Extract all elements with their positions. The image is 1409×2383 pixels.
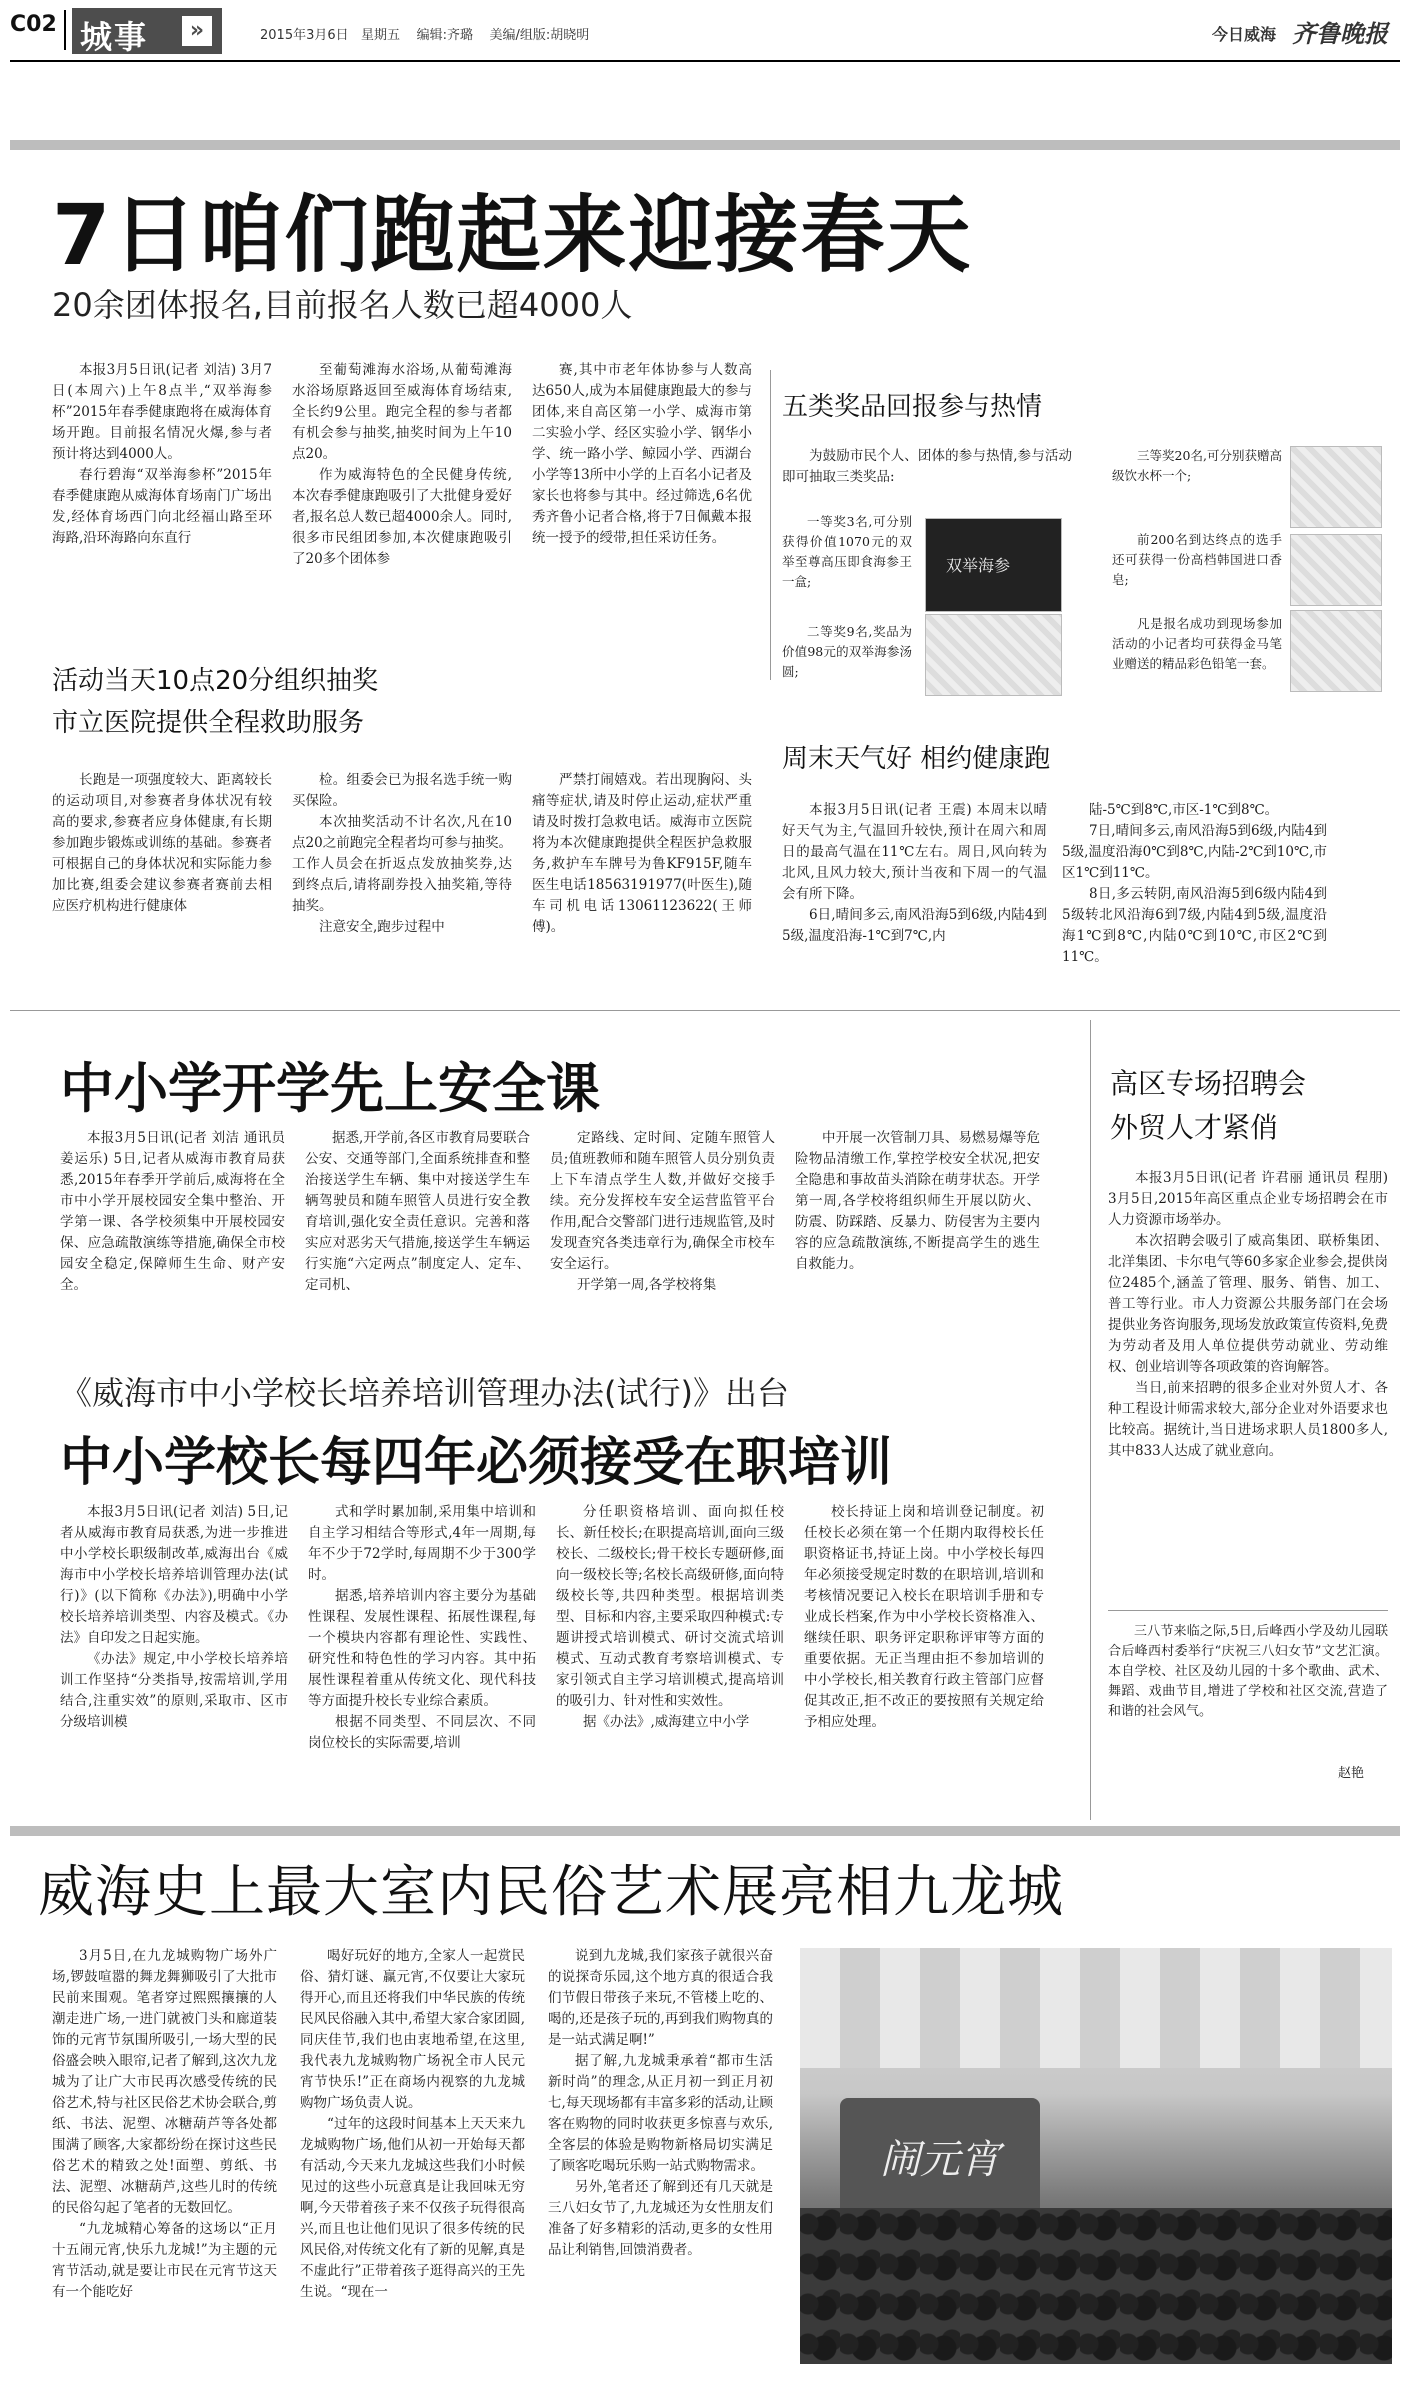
- prize-intro: 为鼓励市民个人、团体的参与热情,参与活动即可抽取三类奖品:: [782, 448, 1072, 485]
- paragraph: 春行碧海“双举海参杯”2015年春季健康跑从威海体育场南门广场出发,经体育场西门向北经福山路至环海路,沿环海路向东直行: [52, 467, 272, 546]
- prize-title: 五类奖品回报参与热情: [782, 392, 1043, 422]
- jobs-body: [1108, 1168, 1393, 1462]
- header-divider: [64, 10, 66, 50]
- prize-box-divider: [770, 370, 771, 680]
- prize-kids: 凡是报名成功到现场参加活动的小记者均可获得金马笔业赠送的精品彩色铅笔一套。: [1112, 616, 1282, 671]
- article1-subhead-lottery: 活动当天10点20分组织抽奖: [52, 666, 379, 696]
- article1-col2: [292, 360, 512, 570]
- header-gray-band: [10, 140, 1400, 150]
- paragraph: 分任职资格培训、面向拟任校长、新任校长;在职提高培训,面向三级校长、二级校长;骨干校长专题研修,面向一级校长等;名校长高级研修,面向特级校长等,共四种类型。根据培训类型、目标和内容,主要采取四种模式:专题讲授式培训模式、研讨交流式培训模式、互动式教育考察培训模式、专家引领式自主学习培训模式,提高培训的吸引力、针对性和实效性。: [556, 1504, 784, 1709]
- prize-second: 二等奖9名,奖品为价值98元的双举海参汤圆;: [782, 624, 912, 679]
- article2-headline: 中小学开学先上安全课: [60, 1057, 600, 1120]
- paragraph: 7日,晴间多云,南风沿海5到6级,内陆4到5级,温度沿海0℃到8℃,内陆-2℃到10℃,市区1℃到11℃。: [1062, 823, 1327, 881]
- edition-name: 今日威海: [1212, 25, 1277, 44]
- prize-second-image: [925, 614, 1062, 696]
- article4-col3: [548, 1946, 773, 2261]
- article4-col1: [52, 1946, 277, 2303]
- article3-kicker: 《威海市中小学校长培养培训管理办法(试行)》出台: [60, 1374, 789, 1412]
- article3-col4: 校长持证上岗和培训登记制度。初任校长必须在第一个任期内取得校长任职资格证书,持证上岗。中小学校长每四年必须接受规定时数的在职培训,培训和考核情况要记入校长在职培训手册和专业成长档案,作为中小学校长资格准入、继续任职、职务评定职称评审等方面的重要依据。无正当理由拒不参加培训的中小学校长,相关教育行政主管部门应督促其改正,拒不改正的要按照有关规定给予相应处理。: [804, 1504, 1044, 1730]
- prize-first: 一等奖3名,可分别获得价值1070元的双举至尊高压即食海参王一盒;: [782, 514, 912, 589]
- paragraph: 6日,晴间多云,南风沿海5到6级,内陆4到5级,温度沿海-1℃到7℃,内: [782, 907, 1047, 944]
- article3-headline: 中小学校长每四年必须接受在职培训: [60, 1433, 893, 1493]
- article3-col3: [556, 1502, 784, 1733]
- photo-ceiling: [800, 1948, 1392, 2068]
- article2-col2: 据悉,开学前,各区市教育局要联合公安、交通等部门,全面系统排查和整治接送学生车辆、集中对接送学生车辆驾驶员和随车照管人员进行安全教育培训,强化安全责任意识。完善和落实应对恶劣天气措施,接送学生车辆运行实施“六定两点”制度定人、定车、定司机、: [305, 1130, 530, 1293]
- caption-rule: [1108, 1610, 1388, 1611]
- section-label: [72, 8, 222, 54]
- weather-col1: [782, 800, 1047, 947]
- jobs-divider: [1090, 1020, 1091, 1820]
- paragraph: 据悉,培养培训内容主要分为基础性课程、发展性课程、拓展性课程,每一个模块内容都有理论性、实践性、研究性和特色性的学习内容。其中拓展性课程着重从传统文化、现代科技等方面提升校长专业综合素质。: [308, 1588, 536, 1709]
- designer-credit: 美编/组版:胡晓明: [489, 28, 590, 43]
- article1-subheadline: 20余团体报名,目前报名人数已超4000人: [52, 286, 633, 324]
- article1-col3: 赛,其中市老年体协参与人数高达650人,成为本届健康跑最大的参与团体,来自高区第一小学、威海市第二实验小学、经区实验小学、钢华小学、统一路小学、鲸园小学、西湖台小学等13所中小学的上百名小记者及家长也将参与其中。经过筛选,6名优秀齐鲁小记者合格,将于7日佩戴本报统一授予的绶带,担任采访任务。: [532, 362, 752, 546]
- article3-col2: [308, 1502, 536, 1754]
- paragraph: 3月5日,在九龙城购物广场外广场,锣鼓喧嚣的舞龙舞狮吸引了大批市民前来围观。笔者穿过熙熙攘攘的人潮走进广场,一进门就被门头和廊道装饰的元宵节氛围所吸引,一场大型的民俗盛会映入眼帘,记者了解到,这次九龙城为了让广大市民再次感受传统的民俗艺术,特与社区民俗艺术协会联合,剪纸、书法、泥塑、冰糖葫芦等各处都围满了顾客,大家都纷纷在探讨这些民俗艺术的精致之处!面塑、剪纸、书法、泥塑、冰糖葫芦,这些儿时的传统的民俗勾起了笔者的无数回忆。: [52, 1948, 277, 2216]
- article2-col3: [550, 1128, 775, 1296]
- paragraph: 本报3月5日讯(记者 王震) 本周末以晴好天气为主,气温回升较快,预计在周六和周日的最高气温在11℃左右。周日,风向转为北风,且风力较大,预计当夜和下周一的气温会有所下降。: [782, 802, 1047, 902]
- article2-col4: 中开展一次管制刀具、易燃易爆等危险物品清缴工作,掌控学校安全状况,把安全隐患和事故苗头消除在萌芽状态。开学第一周,各学校将组织师生开展以防火、防震、防踩踏、反暴力、防侵害为主要内容的应急疏散演练,不断提高学生的逃生自救能力。: [795, 1130, 1040, 1272]
- jobs-title-line1: 高区专场招聘会: [1110, 1067, 1307, 1100]
- article2-col1: 本报3月5日讯(记者 刘洁 通讯员 姜运乐) 5日,记者从威海市教育局获悉,2015年春季开学前后,威海将在全市中小学开展校园安全集中整治、开学第一课、各学校须集中开展校园安保、应急疏散演练等措施,确保全市校园安全稳定,保障师生生命、财产安全。: [60, 1130, 290, 1293]
- paragraph: 本报3月5日讯(记者 刘洁) 5日,记者从威海市教育局获悉,为进一步推进中小学校长职级制改革,威海出台《威海市中小学校长培养培训管理办法(试行)》(以下简称《办法》),明确中小学校长培养培训类型、内容及模式。《办法》自印发之日起实施。: [60, 1504, 288, 1646]
- issue-date: 2015年3月6日: [260, 28, 349, 43]
- paragraph: 说到九龙城,我们家孩子就很兴奋的说探奇乐园,这个地方真的很适合我们节假日带孩子来玩,不管楼上吃的、喝的,还是孩子玩的,再到我们购物真的是一站式满足啊!”: [548, 1948, 773, 2048]
- paragraph: 作为威海特色的全民健身传统,本次春季健康跑吸引了大批健身爱好者,报名总人数已超4000余人。同时,很多市民组团参加,本次健康跑吸引了20多个团体参: [292, 467, 512, 567]
- paragraph: 定路线、定时间、定随车照管人员;值班教师和随车照管人员分别负责上下车清点学生人数,并做好交接手续。充分发挥校车安全运营监管平台作用,配合交警部门进行违规监管,及时发现查究各类违章行为,确保全市校车安全运行。: [550, 1130, 775, 1272]
- article1-col6: 严禁打闹嬉戏。若出现胸闷、头痛等症状,请及时停止运动,症状严重请及时拨打急救电话。威海市立医院将为本次健康跑提供全程医护急救服务,救护车车牌号为鲁KF915F,随车医生电话18563191977(叶医生),随车司机电话13061123622(王师傅)。: [532, 772, 752, 935]
- paragraph: 另外,笔者还了解到还有几天就是三八妇女节了,九龙城还为女性朋友们准备了好多精彩的活动,更多的女性用品让利销售,回馈消费者。: [548, 2179, 773, 2258]
- paragraph: 本次招聘会吸引了威高集团、联桥集团、北洋集团、卡尔电气等60多家企业参会,提供岗位2485个,涵盖了管理、服务、销售、加工、普工等行业。市人力资源公共服务部门在会场提供业务咨询服务,现场发放政策宣传资料,免费为劳动者及用人单位提供劳动就业、劳动维权、创业培训等各项政策的咨询解答。: [1108, 1233, 1388, 1375]
- paragraph: “过年的这段时间基本上天天来九龙城购物广场,他们从初一开始每天都有活动,今天来九龙城这些我们小时候见过的这些小玩意真是让我回味无穷啊,今天带着孩子来不仅孩子玩得很高兴,而且也让他们见识了很多传统的民风民俗,对传统文化有了新的见解,真是不虚此行”正带着孩子逛得高兴的王先生说。“现在一: [300, 2116, 525, 2300]
- article1-col1: [52, 360, 272, 549]
- article1-col4: 长跑是一项强度较大、距离较长的运动项目,对参赛者身体状况有较高的要求,参赛者应身体健康,有长期参加跑步锻炼或训练的基础。参赛者可根据自己的身体状况和实际能力参加比赛,组委会建议参赛者赛前去相应医疗机构进行健康体: [52, 772, 272, 914]
- header-rule: [10, 60, 1400, 62]
- photo-crowd: [800, 2208, 1392, 2364]
- paragraph: 据《办法》,威海建立中小学: [583, 1714, 750, 1730]
- page-number: C02: [10, 12, 57, 37]
- prize-brand-label: 双举海参: [946, 556, 1011, 575]
- section-divider-2: [10, 1826, 1400, 1836]
- article1-subhead-medical: 市立医院提供全程救助服务: [52, 708, 365, 738]
- jobs-title-line2: 外贸人才紧俏: [1110, 1111, 1279, 1144]
- paragraph: 据了解,九龙城秉承着“都市生活新时尚”的理念,从正月初一到正月初七,每天现场都有丰富多彩的活动,让顾客在购物的同时收获更多惊喜与欢乐,全客层的体验是购物新格局切实满足了顾客吃喝玩乐购一站式购物需求。: [548, 2053, 773, 2174]
- prize-pencil-image: [1290, 610, 1382, 692]
- editor-credit: 编辑:齐璐: [416, 28, 473, 43]
- prize-top200: 前200名到达终点的选手还可获得一份高档韩国进口香皂;: [1112, 532, 1282, 587]
- prize-first-image: [925, 518, 1062, 612]
- caption-credit: 赵艳: [1338, 1766, 1365, 1781]
- paragraph: “九龙城精心筹备的这场以“正月十五闹元宵,快乐九龙城!”为主题的元宵节活动,就是要让市民在元宵节这天有一个能吃好: [52, 2221, 277, 2300]
- article1-col5: [292, 770, 512, 938]
- paragraph: 开学第一周,各学校将集: [577, 1277, 717, 1293]
- paragraph: 8日,多云转阴,南风沿海5到6级内陆4到5级转北风沿海6到7级,内陆4到5级,温度沿海1℃到8℃,内陆0℃到10℃,市区2℃到11℃。: [1062, 886, 1327, 965]
- prize-third: 三等奖20名,可分别获赠高级饮水杯一个;: [1112, 448, 1282, 483]
- header-meta: [260, 24, 589, 43]
- paragraph: 检。组委会已为报名选手统一购买保险。: [292, 772, 512, 809]
- weather-col2: [1062, 800, 1327, 968]
- paragraph: 陆-5℃到8℃,市区-1℃到8℃。: [1089, 802, 1279, 818]
- photo-caption: 三八节来临之际,5日,后峰西小学及幼儿园联合后峰西村委举行“庆祝三八妇女节”文艺汇演。本自学校、社区及幼儿园的十多个歌曲、武术、舞蹈、戏曲节目,增进了学校和社区交流,营造了和谐的社会风气。: [1108, 1624, 1388, 1719]
- prize-soap-image: [1290, 534, 1382, 606]
- paragraph: 喝好玩好的地方,全家人一起赏民俗、猜灯谜、赢元宵,不仅要让大家玩得开心,而且还将我们中华民族的传统民风民俗融入其中,希望大家合家团圆,同庆佳节,我们也由衷地希望,在这里,我代表九龙城购物广场祝全市人民元宵节快乐!”正在商场内视察的九龙城购物广场负责人说。: [300, 1948, 525, 2111]
- photo-stage-banner: 闹元宵: [880, 2137, 1000, 2183]
- section-title: 城事: [80, 18, 149, 56]
- section-divider-1: [10, 1010, 1400, 1011]
- prize-cup-image: [1290, 446, 1382, 528]
- paragraph: 注意安全,跑步过程中: [319, 919, 445, 935]
- section-arrow-icon: »: [182, 16, 212, 46]
- paragraph: 式和学时累加制,采用集中培训和自主学习相结合等形式,4年一周期,每年不少于72学时,每周期不少于300学时。: [308, 1504, 536, 1583]
- newspaper-brand: 齐鲁晚报: [1292, 19, 1388, 48]
- paragraph: 本报3月5日讯(记者 刘洁) 3月7日(本周六)上午8点半,“双举海参杯”2015年春季健康跑将在威海体育场开跑。目前报名情况火爆,参与者预计将达到4000人。: [52, 362, 272, 462]
- weather-title: 周末天气好 相约健康跑: [782, 744, 1051, 774]
- article4-photo: [800, 1948, 1392, 2364]
- article4-col2: [300, 1946, 525, 2303]
- paragraph: 至葡萄滩海水浴场,从葡萄滩海水浴场原路返回至威海体育场结束,全长约9公里。跑完全程的参与者都有机会参与抽奖,抽奖时间为上午10点20。: [292, 362, 512, 462]
- paragraph: 本报3月5日讯(记者 许君丽 通讯员 程朋) 3月5日,2015年高区重点企业专场招聘会在市人力资源市场举办。: [1108, 1170, 1393, 1228]
- article4-headline: 威海史上最大室内民俗艺术展亮相九龙城: [38, 1860, 1064, 1925]
- paragraph: 根据不同类型、不同层次、不同岗位校长的实际需要,培训: [308, 1714, 536, 1751]
- paragraph: 当日,前来招聘的很多企业对外贸人才、各种工程设计师需求较大,部分企业对外语要求也比较高。据统计,当日进场求职人员1800多人,其中833人达成了就业意向。: [1108, 1380, 1388, 1459]
- article3-col1: [60, 1502, 288, 1733]
- photo-stage: [840, 2098, 1040, 2218]
- issue-weekday: 星期五: [361, 28, 401, 43]
- paragraph: 《办法》规定,中小学校长培养培训工作坚持“分类指导,按需培训,学用结合,注重实效”的原则,采取市、区市分级培训模: [60, 1651, 288, 1730]
- article1-headline: 7日咱们跑起来迎接春天: [52, 186, 973, 284]
- paragraph: 本次抽奖活动不计名次,凡在10点20之前跑完全程者均可参与抽奖。工作人员会在折返点发放抽奖券,达到终点后,请将副券投入抽奖箱,等待抽奖。: [292, 814, 512, 914]
